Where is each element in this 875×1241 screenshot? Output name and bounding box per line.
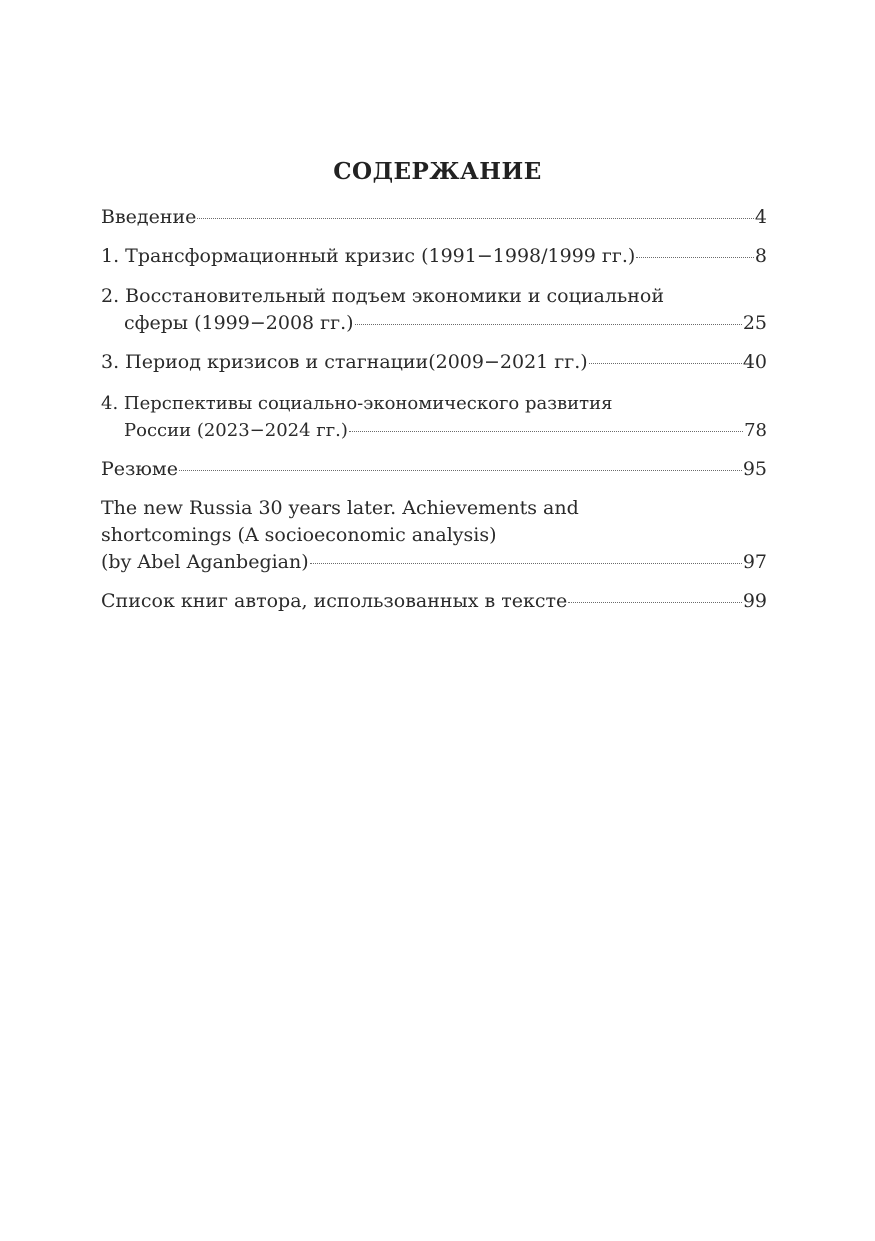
- toc-page-number: 97: [742, 551, 767, 573]
- dot-leader: [197, 218, 753, 219]
- toc-page-number: 95: [742, 458, 767, 480]
- dot-leader: [568, 602, 742, 603]
- toc-entry-text: Введение: [101, 206, 197, 228]
- toc-entry-line: [101, 456, 767, 483]
- toc-page-number: 40: [742, 351, 767, 373]
- toc-entry-text: (by Abel Aganbegian): [101, 551, 309, 573]
- toc-entry-line: [101, 310, 767, 337]
- dot-leader: [349, 431, 743, 432]
- toc-entry-chapter-2: [101, 283, 767, 337]
- toc-entry-text: сферы (1999−2008 гг.): [124, 312, 354, 334]
- toc-entry-chapter-1: [101, 243, 767, 270]
- toc-entry-line: 4. Перспективы социально-экономического развития: [101, 393, 613, 414]
- toc-page-number: 4: [754, 206, 767, 228]
- dot-leader: [179, 470, 742, 471]
- toc-entry-text: Список книг автора, использованных в тексте: [101, 590, 568, 612]
- dot-leader: [310, 563, 742, 564]
- toc-entry-line: [101, 588, 767, 615]
- toc-entry-english-summary: [101, 495, 767, 576]
- toc-entry-line: shortcomings (A socioeconomic analysis): [101, 524, 497, 546]
- toc-entry-line: [101, 417, 767, 444]
- toc-page-number: 25: [742, 312, 767, 334]
- toc-entry-line: [101, 349, 767, 376]
- toc-page-number: 8: [754, 245, 767, 267]
- toc-entry-text: 3. Период кризисов и стагнации(2009−2021 гг.): [101, 351, 588, 373]
- toc-entry-chapter-3: [101, 349, 767, 376]
- toc-list: [101, 204, 767, 615]
- toc-entry-line: [101, 549, 767, 576]
- toc-entry-line: [101, 243, 767, 270]
- toc-entry-line: The new Russia 30 years later. Achievements and: [101, 497, 579, 519]
- toc-entry-text: Резюме: [101, 458, 178, 480]
- toc-entry-line: [101, 204, 767, 231]
- toc-entry-line: 2. Восстановительный подъем экономики и социальной: [101, 285, 665, 307]
- toc-entry-text: 1. Трансформационный кризис (1991−1998/1999 гг.): [101, 245, 636, 267]
- dot-leader: [589, 363, 742, 364]
- dot-leader: [355, 324, 742, 325]
- page-title: СОДЕРЖАНИЕ: [333, 158, 542, 186]
- toc-page-number: 78: [744, 420, 767, 441]
- toc-entry-text: России (2023−2024 гг.): [124, 420, 348, 441]
- toc-entry-introduction: [101, 204, 767, 231]
- dot-leader: [636, 257, 754, 258]
- toc-page-number: 99: [742, 590, 767, 612]
- toc-entry-chapter-4: [101, 390, 767, 444]
- toc-entry-author-books: [101, 588, 767, 615]
- toc-entry-summary: [101, 456, 767, 483]
